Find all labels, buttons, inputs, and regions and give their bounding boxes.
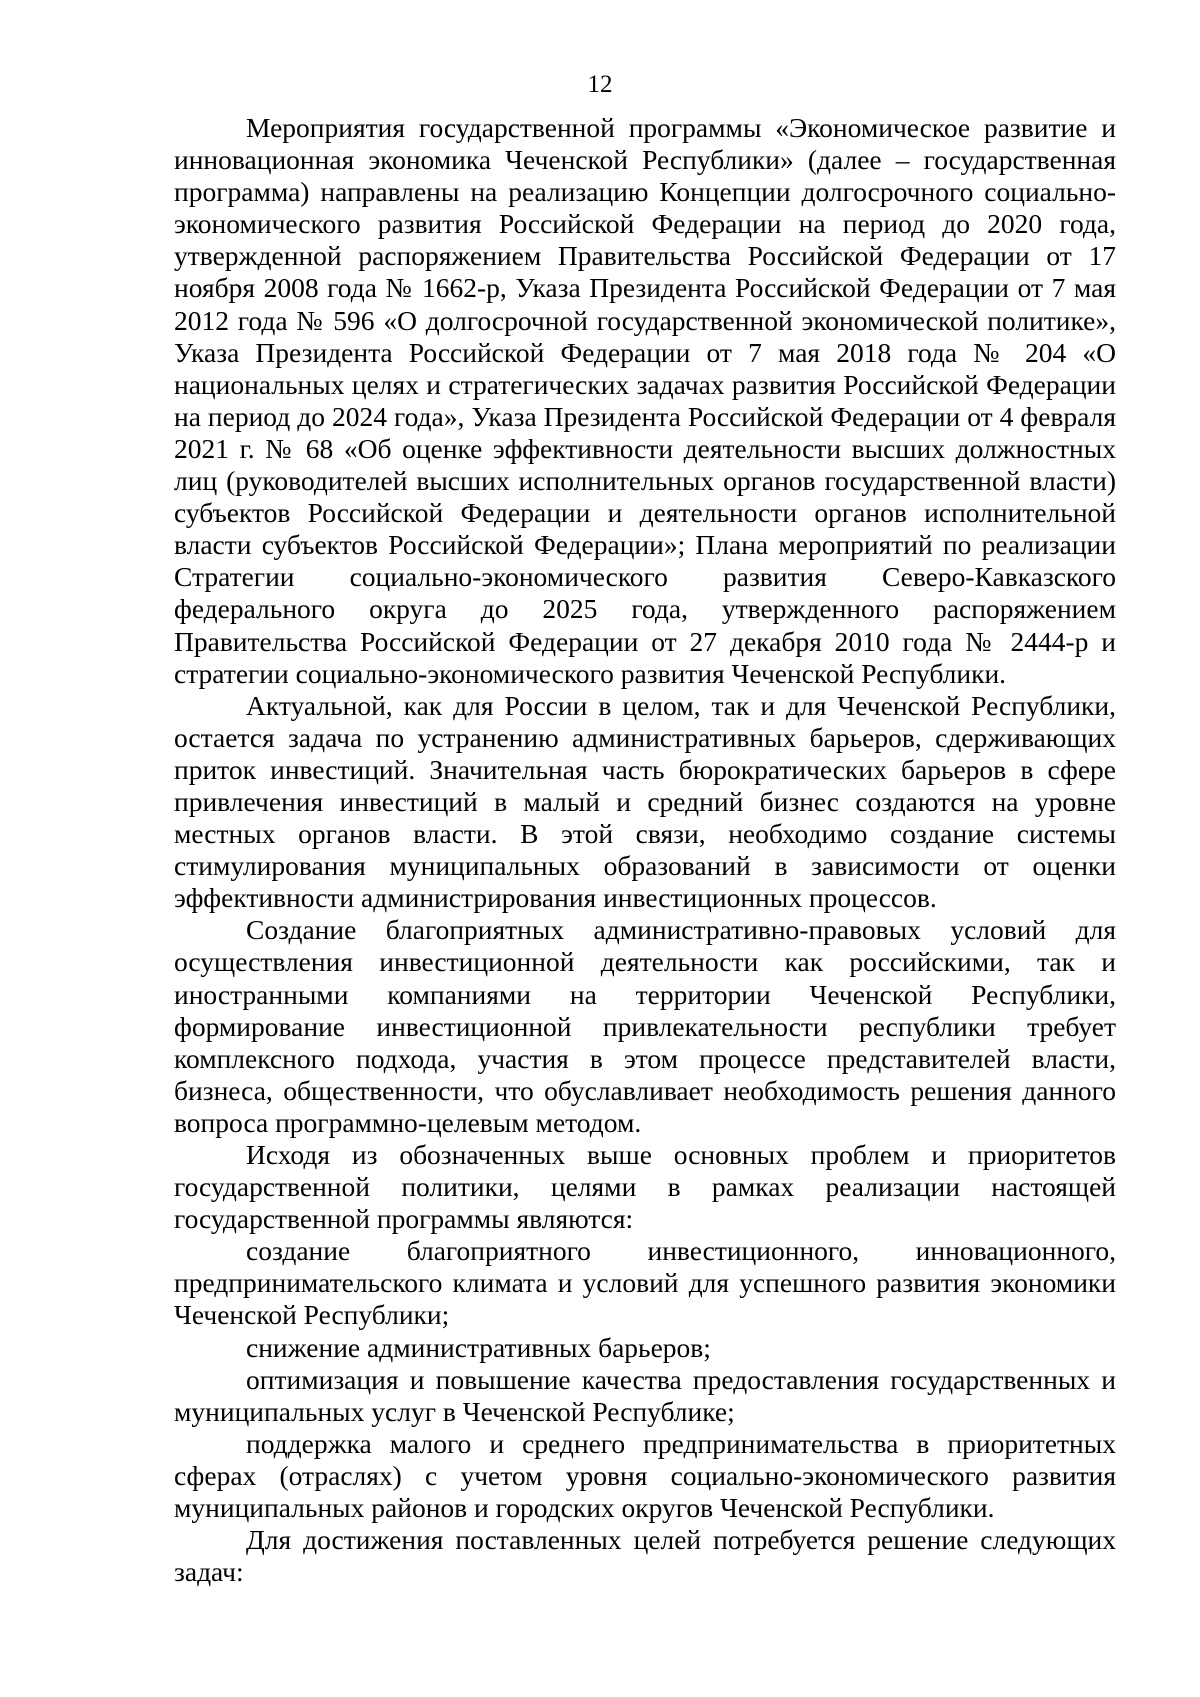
goal-item-services: оптимизация и повышение качества предоставления государственных и муниципальных услуг в Чеченской Республике; <box>174 1363 1116 1427</box>
paragraph-administrative-barriers: Актуальной, как для России в целом, так и для Чеченской Республики, остается задача по устранению административных барьеров, сдерживающих приток инвестиций. Значительная часть бюрократических барьеров в сфере привлечения инвестиций в малый и средний бизнес создаются на уровне местных органов власти. В этой связи, необходимо создание системы стимулирования муниципальных образований в зависимости от оценки эффективности администрирования инвестиционных процессов. <box>174 689 1116 914</box>
page-number: 12 <box>587 71 613 98</box>
goal-item-barriers: снижение административных барьеров; <box>246 1331 711 1363</box>
paragraph-program-basis: Мероприятия государственной программы «Экономическое развитие и инновационная экономика Чеченской Республики» (далее – государственная программа) направлены на реализацию Концепции долгосрочного социально-экономического развития Российской Федерации на период до 2020 года, утвержденной распоряжением Правительства Российской Федерации от 17 ноября 2008 года № 1662-р, Указа Президента Российской Федерации от 7 мая 2012 года № 596 «О долгосрочной государственной экономической политике», Указа Президента Российской Федерации от 7 мая 2018 года № 204 «О национальных целях и стратегических задачах развития Российской Федерации на период до 2024 года», Указа Президента Российской Федерации от 4 февраля 2021 г. № 68 «Об оценке эффективности деятельности высших должностных лиц (руководителей высших исполнительных органов государственной власти) субъектов Российской Федерации и деятельности органов исполнительной власти субъектов Российской Федерации»; Плана мероприятий по реализации Стратегии социально-экономического развития Северо-Кавказского федерального округа до 2025 года, утвержденного распоряжением Правительства Российской Федерации от 27 декабря 2010 года № 2444-р и стратегии социально-экономического развития Чеченской Республики. <box>174 112 1116 689</box>
paragraph-tasks-intro: Для достижения поставленных целей потребуется решение следующих задач: <box>174 1524 1116 1588</box>
goal-item-sme-support: поддержка малого и среднего предпринимательства в приоритетных сферах (отраслях) с учетом уровня социально-экономического развития муниципальных районов и городских округов Чеченской Республики. <box>174 1427 1116 1524</box>
paragraph-investment-conditions: Создание благоприятных административно-правовых условий для осуществления инвестиционной деятельности как российскими, так и иностранными компаниями на территории Чеченской Республики, формирование инвестиционной привлекательности республики требует комплексного подхода, участия в этом процессе представителей власти, бизнеса, общественности, что обуславливает необходимость решения данного вопроса программно-целевым методом. <box>174 914 1116 1138</box>
document-body <box>174 112 1116 1588</box>
paragraph-goals-intro: Исходя из обозначенных выше основных проблем и приоритетов государственной политики, целями в рамках реализации настоящей государственной программы являются: <box>174 1139 1116 1235</box>
goal-item-climate: создание благоприятного инвестиционного, инновационного, предпринимательского климата и условий для успешного развития экономики Чеченской Республики; <box>174 1235 1116 1331</box>
